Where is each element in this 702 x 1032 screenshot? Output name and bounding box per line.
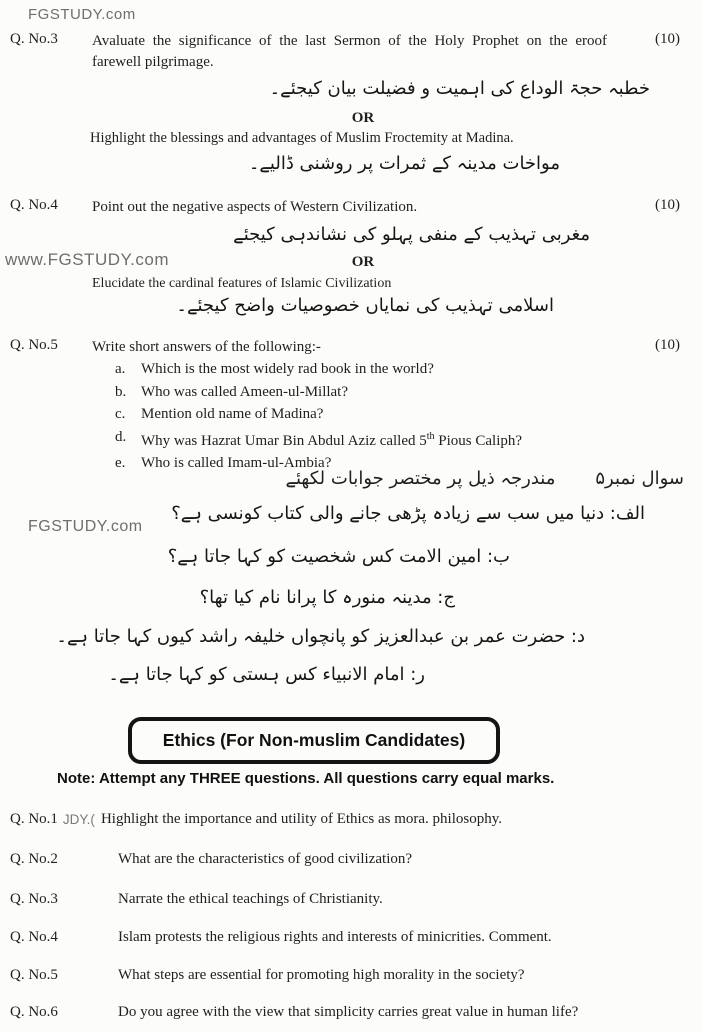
ethics-question-5-label: Q. No.5: [10, 967, 58, 983]
question-3-urdu: خطبہ حجۃ الوداع کی اہمیت و فضیلت بیان کیجئے۔: [269, 78, 650, 99]
question-5-subitems: [115, 358, 522, 475]
subitem-d-text: Why was Hazrat Umar Bin Abdul Aziz called 5th Pious Caliph?: [141, 430, 523, 449]
ethics-question-6-row: [10, 1004, 680, 1021]
question-3-row: [10, 31, 680, 73]
subitem-a-text: Which is the most widely rad book in the world?: [141, 361, 434, 377]
question-3-alt-text: Highlight the blessings and advantages of Muslim Froctemity at Madina.: [90, 130, 514, 146]
ethics-question-3-label: Q. No.3: [10, 891, 58, 907]
question-4-text: Point out the negative aspects of Western Civilization.: [92, 199, 418, 215]
or-divider-1: OR: [351, 110, 375, 126]
subitem-b: [115, 381, 522, 404]
subitem-a-letter: a.: [115, 361, 126, 377]
watermark-top: FGSTUDY.com: [28, 6, 136, 23]
urdu-item-alif: الف: دنیا میں سب سے زیادہ پڑھی جانے والی کتاب کونسی ہے؟: [171, 503, 645, 524]
ethics-question-4-text: Islam protests the religious rights and interests of minicrities. Comment.: [118, 929, 552, 945]
subitem-e-letter: e.: [115, 455, 126, 471]
question-3-text: Avaluate the significance of the last Sermon of the Holy Prophet on the eroof farewell pilgrimage.: [92, 33, 607, 70]
ethics-question-6-label: Q. No.6: [10, 1004, 58, 1020]
ethics-question-4-label: Q. No.4: [10, 929, 58, 945]
question-4-urdu: مغربی تہذیب کے منفی پہلو کی نشاندہی کیجئے: [233, 224, 590, 245]
ethics-question-3-text: Narrate the ethical teachings of Christianity.: [118, 891, 383, 907]
ethics-question-2-label: Q. No.2: [10, 851, 58, 867]
urdu-item-re: ر: امام الانبیاء کس ہستی کو کہا جاتا ہے۔: [108, 664, 425, 685]
question-4-alt-text: Elucidate the cardinal features of Islamic Civilization: [92, 276, 392, 291]
urdu-heading-text: مندرجہ ذیل پر مختصر جوابات لکھئے: [285, 468, 556, 489]
question-5-label: Q. No.5: [10, 337, 58, 353]
subitem-d-letter: d.: [115, 428, 127, 445]
question-5-row: [10, 337, 680, 358]
subitem-e-text: Who is called Imam-ul-Ambia?: [141, 455, 332, 471]
question-4-marks: (10): [655, 197, 680, 213]
question-3-marks: (10): [655, 31, 680, 47]
watermark-artifact: JDY.(: [62, 812, 95, 827]
watermark-middle: www.FGSTUDY.com: [5, 250, 169, 269]
question-3-label: Q. No.3: [10, 31, 58, 47]
urdu-question-number: سوال نمبر۵: [595, 468, 684, 489]
question-4-label: Q. No.4: [10, 197, 58, 213]
question-5-text: Write short answers of the following:-: [92, 339, 321, 355]
ethics-question-1-text: Highlight the importance and utility of Ethics as mora. philosophy.: [100, 811, 502, 827]
subitem-b-letter: b.: [115, 383, 127, 400]
question-5-marks: (10): [655, 337, 680, 353]
subitem-c-text: Mention old name of Madina?: [141, 406, 324, 422]
subitem-c: [115, 403, 522, 426]
urdu-item-jeem: ج: مدینہ منورہ کا پرانا نام کیا تھا؟: [199, 587, 455, 608]
ethics-question-2-row: [10, 851, 680, 868]
or-divider-2: OR: [351, 254, 375, 270]
question-4-row: [10, 197, 680, 218]
question-3-alt-urdu: مواخات مدینہ کے ثمرات پر روشنی ڈالیے۔: [248, 153, 560, 174]
ethics-question-6-text: Do you agree with the view that simplicity carries great value in human life?: [118, 1004, 579, 1020]
urdu-item-be: ب: امین الامت کس شخصیت کو کہا جاتا ہے؟: [167, 546, 510, 567]
subitem-d: [115, 426, 522, 453]
watermark-lower: FGSTUDY.com: [28, 518, 143, 535]
ethics-question-1-row: [10, 811, 680, 828]
urdu-item-daal: د: حضرت عمر بن عبدالعزیز کو پانچواں خلیفہ راشد کیوں کہا جاتا ہے۔: [56, 626, 585, 647]
ethics-question-5-row: [10, 967, 680, 984]
ethics-question-1-label: Q. No.1: [10, 811, 58, 827]
subitem-b-text: Who was called Ameen-ul-Millat?: [141, 383, 349, 400]
ethics-question-4-row: [10, 929, 680, 946]
ethics-note: Note: Attempt any THREE questions. All questions carry equal marks.: [57, 770, 555, 787]
ethics-question-2-text: What are the characteristics of good civilization?: [118, 851, 413, 867]
subitem-a: [115, 358, 522, 381]
ethics-question-3-row: [10, 891, 680, 908]
question-5-urdu-heading-row: [0, 468, 684, 489]
ethics-question-5-text: What steps are essential for promoting high morality in the society?: [118, 967, 525, 983]
subitem-c-letter: c.: [115, 406, 126, 422]
ethics-section-title-box: Ethics (For Non-muslim Candidates): [128, 717, 500, 764]
question-4-alt-urdu: اسلامی تہذیب کی نمایاں خصوصیات واضح کیجئے۔: [176, 295, 554, 316]
